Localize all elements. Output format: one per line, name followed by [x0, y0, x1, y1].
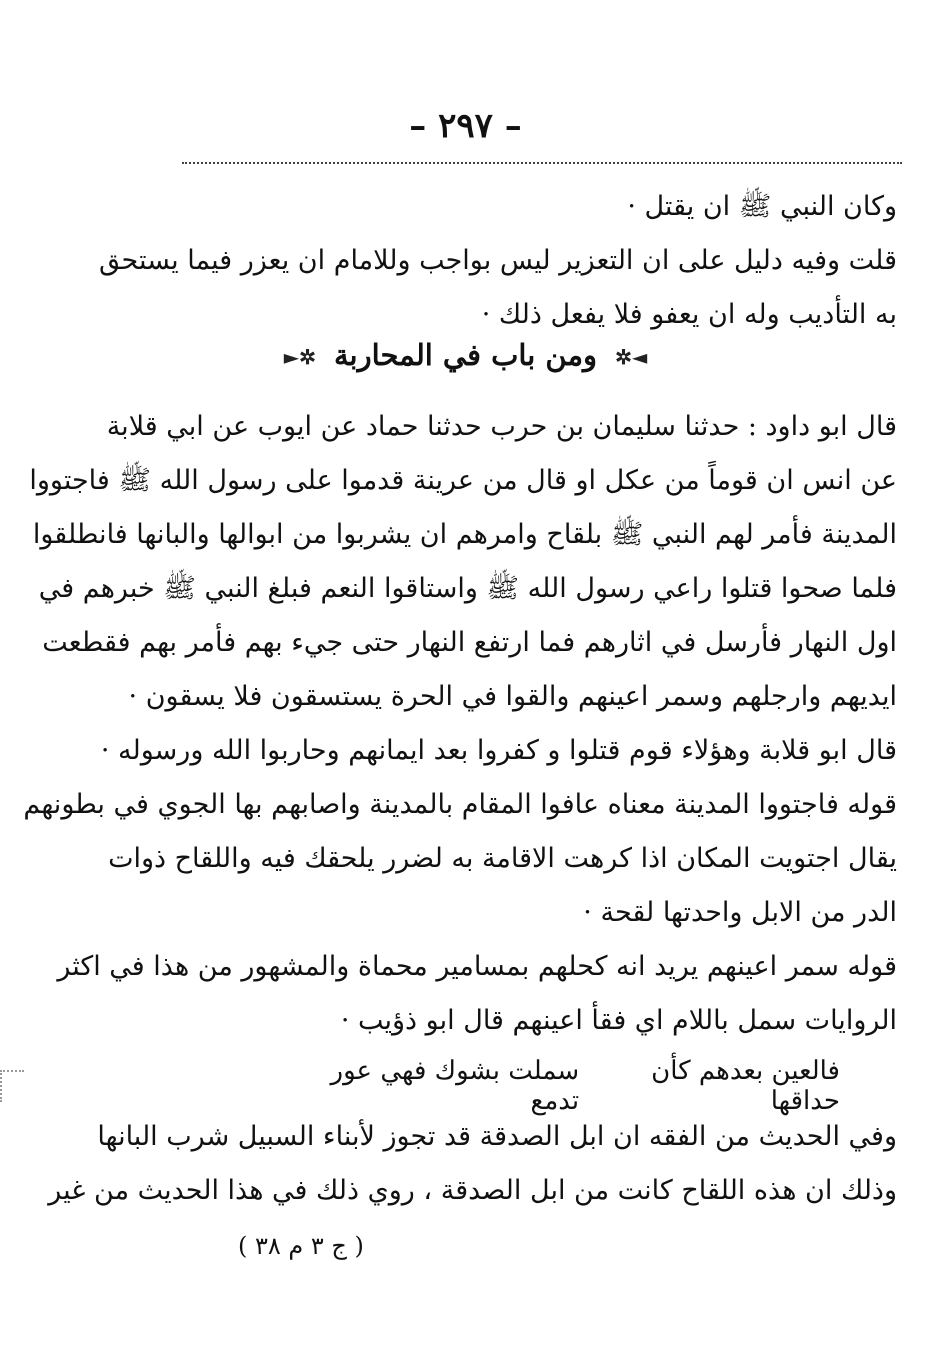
ornament-right-icon: ◄✲ — [615, 345, 648, 369]
intro-paragraph — [99, 180, 897, 342]
tail-text — [48, 1110, 897, 1218]
text-line: عن انس ان قوماً من عكل او قال من عرينة قدموا على رسول الله ﷺ فاجتووا — [29, 465, 897, 496]
text-line: به التأديب وله ان يعفو فلا يفعل ذلك · — [481, 299, 897, 330]
verse-first-hemistich: فالعين بعدهم كأن حداقها — [651, 1056, 840, 1116]
text-line: قوله سمر اعينهم يريد انه كحلهم بمسامير محماة والمشهور من هذا في اكثر — [57, 951, 897, 982]
text-line: قال ابو قلابة وهؤلاء قوم قتلوا و كفروا بعد ايمانهم وحاربوا الله ورسوله · — [100, 735, 897, 766]
main-text — [23, 400, 897, 1048]
volume-signature: ( ج ٣ م ٣٨ ) — [238, 1232, 364, 1260]
text-line: الدر من الابل واحدتها لقحة · — [583, 897, 897, 928]
text-line: يقال اجتويت المكان اذا كرهت الاقامة به لضرر يلحقك فيه واللقاح ذوات — [108, 843, 897, 874]
text-line: وفي الحديث من الفقه ان ابل الصدقة قد تجوز لأبناء السبيل شرب البانها — [97, 1121, 897, 1152]
margin-dots — [0, 1070, 24, 1102]
text-line: وكان النبي ﷺ ان يقتل · — [627, 191, 897, 222]
text-line: قلت وفيه دليل على ان التعزير ليس بواجب وللامام ان يعزر فيما يستحق — [99, 245, 897, 276]
header-rule — [182, 162, 902, 164]
text-line: اول النهار فأرسل في اثارهم فما ارتفع النهار حتى جيء بهم فأمر بهم فقطعت — [42, 627, 897, 658]
text-line: الروايات سمل باللام اي فقأ اعينهم قال ابو ذؤيب · — [340, 1005, 897, 1036]
text-line: قوله فاجتووا المدينة معناه عافوا المقام بالمدينة واصابهم بها الجوي في بطونهم — [23, 789, 897, 820]
ornament-left-icon: ✲► — [283, 345, 316, 369]
verse-second-hemistich: سملت بشوك فهي عور تدمع — [330, 1056, 580, 1116]
verse — [280, 1056, 840, 1116]
page-number: – ٢٩٧ – — [409, 106, 522, 146]
section-heading — [0, 338, 931, 372]
text-line: قال ابو داود : حدثنا سليمان بن حرب حدثنا حماد عن ايوب عن ابي قلابة — [106, 411, 897, 442]
heading-text: ومن باب في المحاربة — [334, 338, 597, 372]
text-line: وذلك ان هذه اللقاح كانت من ابل الصدقة ، روي ذلك في هذا الحديث من غير — [48, 1175, 897, 1206]
text-line: فلما صحوا قتلوا راعي رسول الله ﷺ واستاقوا النعم فبلغ النبي ﷺ خبرهم في — [38, 573, 897, 604]
text-line: المدينة فأمر لهم النبي ﷺ بلقاح وامرهم ان يشربوا من ابوالها والبانها فانطلقوا — [32, 519, 897, 550]
text-line: ايديهم وارجلهم وسمر اعينهم والقوا في الحرة يستسقون فلا يسقون · — [128, 681, 897, 712]
